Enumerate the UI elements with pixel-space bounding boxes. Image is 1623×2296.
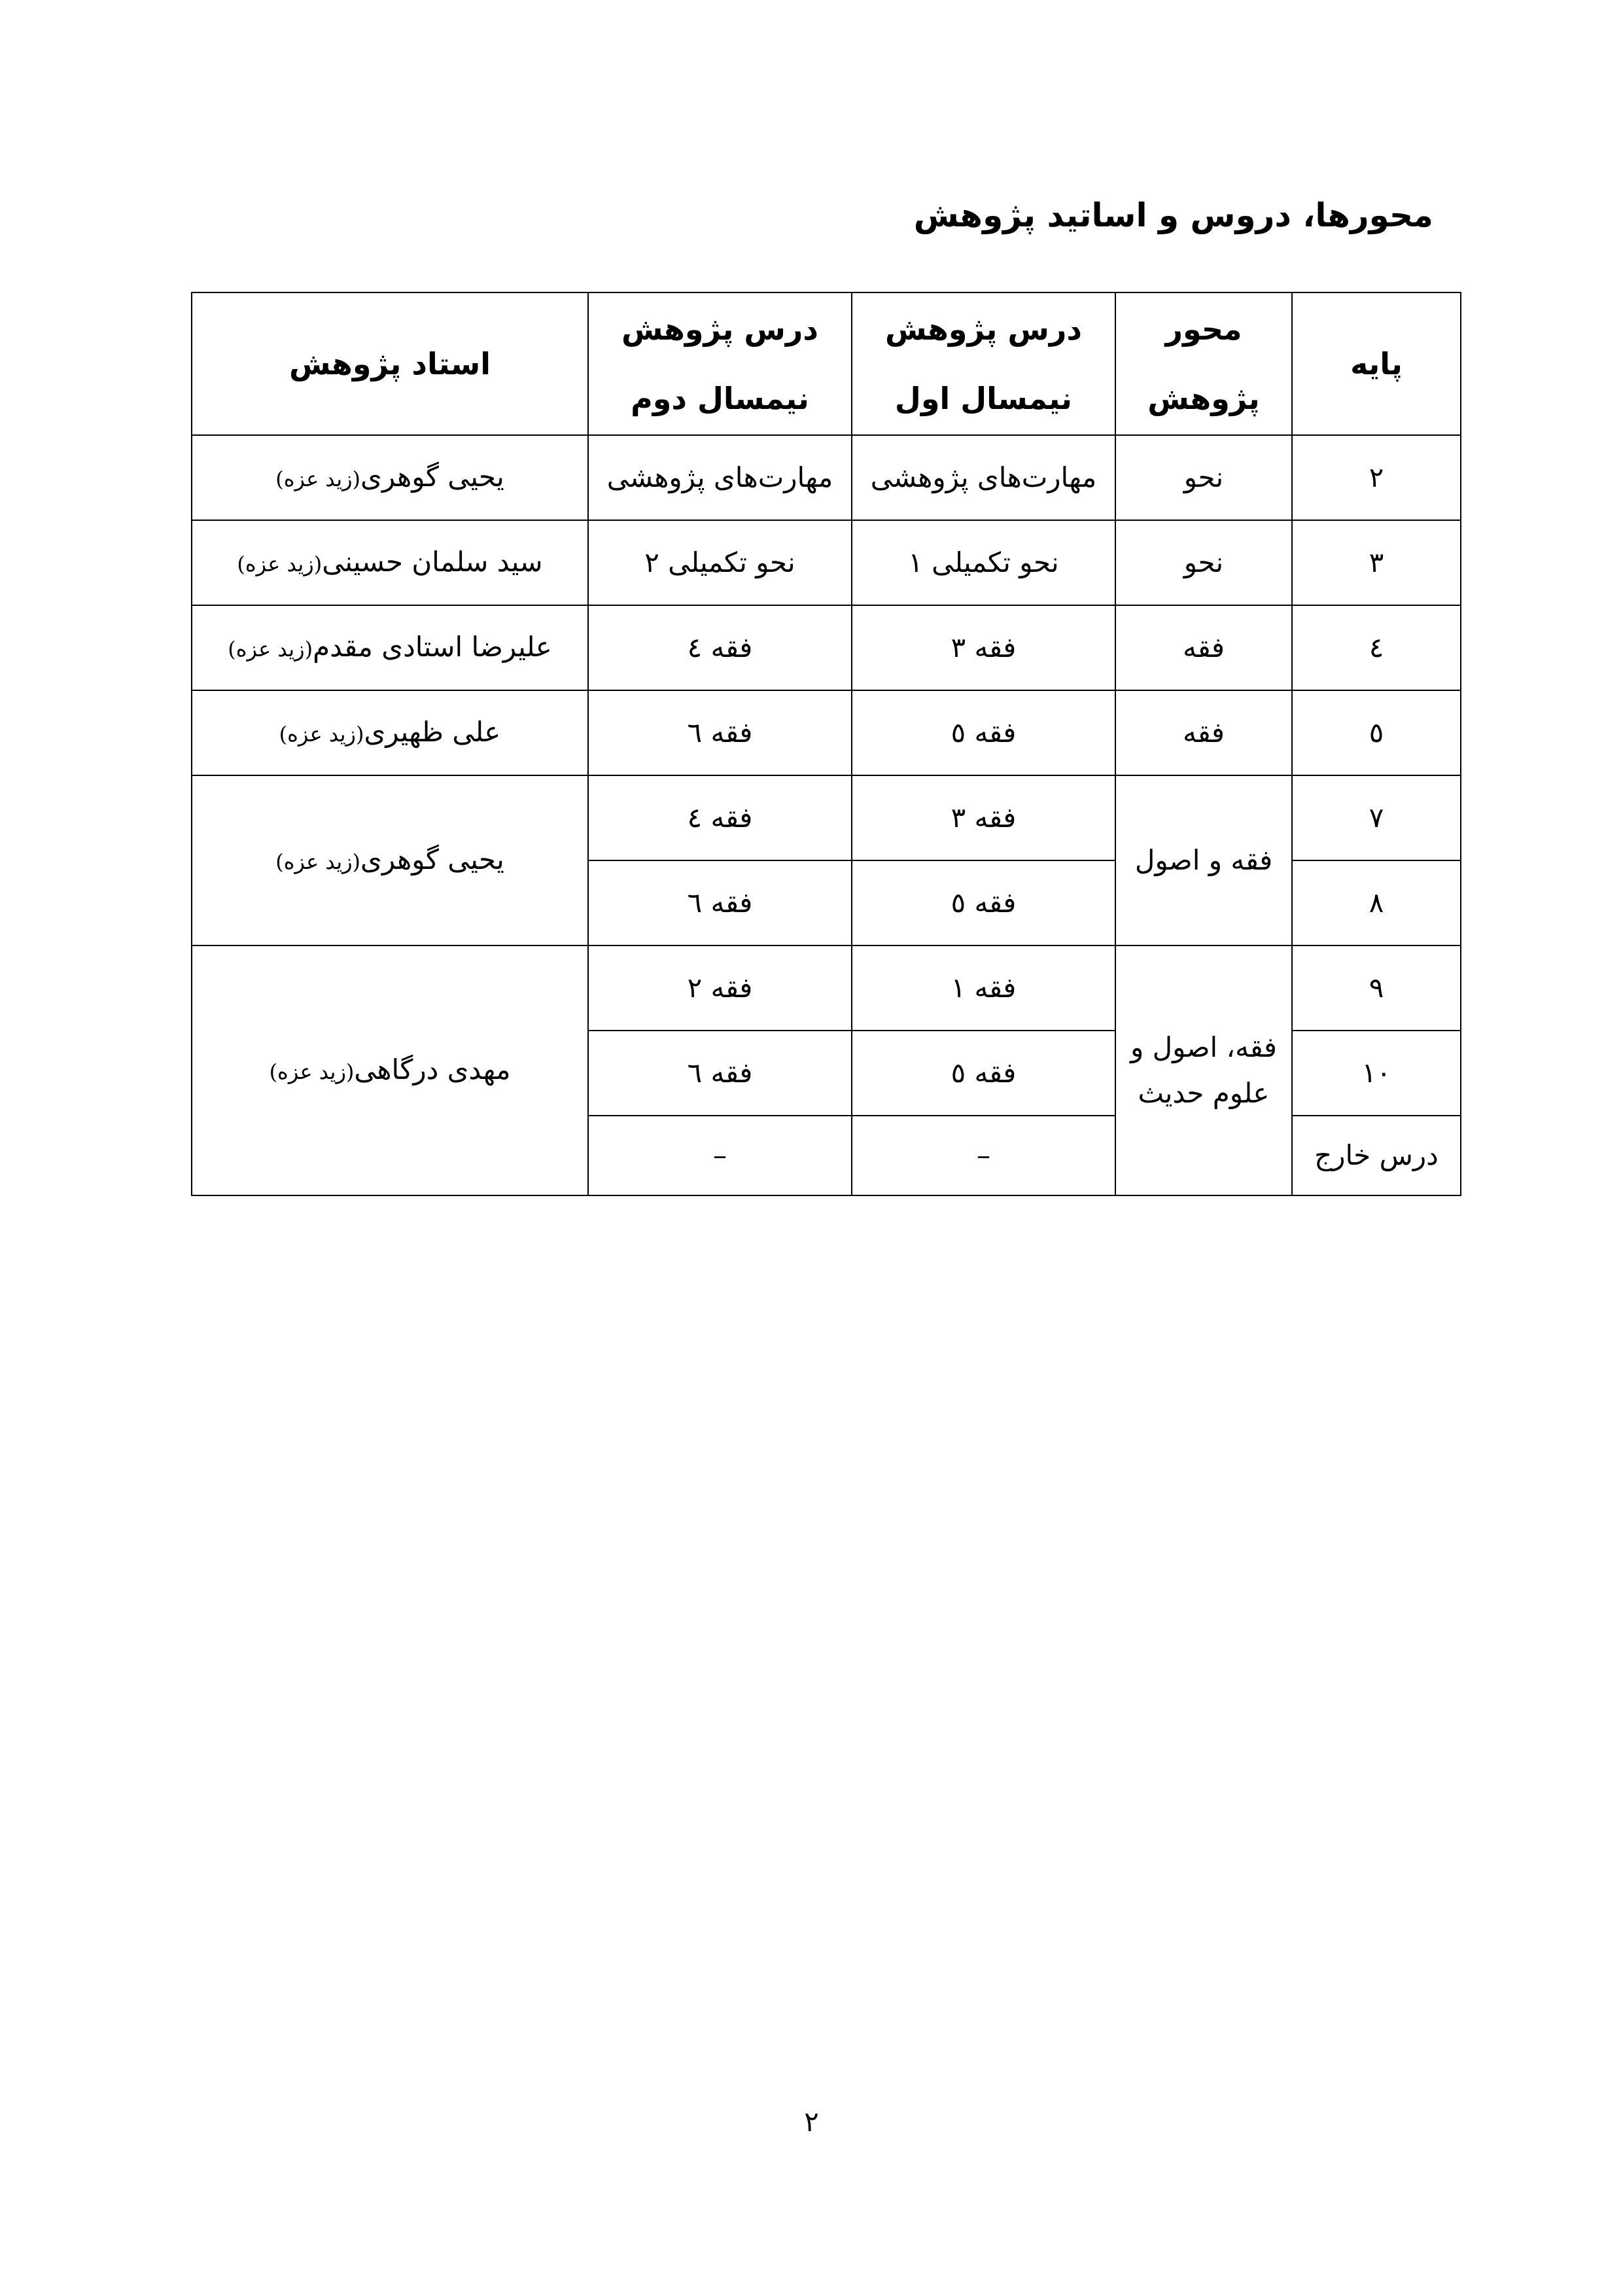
table-row <box>192 520 1461 605</box>
cell-base: ۹ <box>1292 945 1461 1031</box>
page-title: محورها، دروس و اساتید پژوهش <box>913 196 1433 234</box>
header-professor: استاد پژوهش <box>192 292 588 435</box>
header-semester-2: درس پژوهش نیمسال دوم <box>588 292 852 435</box>
table-row <box>192 945 1461 1031</box>
cell-base: ۷ <box>1292 775 1461 860</box>
cell-semester-2: فقه ٦ <box>588 860 852 945</box>
cell-base: ۲ <box>1292 435 1461 520</box>
cell-base: ۸ <box>1292 860 1461 945</box>
cell-professor: مهدی درگاهی(زید عزه) <box>192 945 588 1195</box>
table-header-row <box>192 292 1461 435</box>
cell-semester-2: نحو تکمیلی ۲ <box>588 520 852 605</box>
cell-axis: فقه <box>1115 605 1292 690</box>
page-number: ۲ <box>804 2106 819 2138</box>
cell-semester-2: فقه ٦ <box>588 690 852 775</box>
table-row <box>192 775 1461 860</box>
cell-axis: نحو <box>1115 520 1292 605</box>
honorific: (زید عزه) <box>275 466 361 491</box>
cell-semester-2: فقه ٤ <box>588 775 852 860</box>
cell-axis: فقه <box>1115 690 1292 775</box>
cell-semester-1: مهارت‌های پژوهشی <box>852 435 1115 520</box>
cell-semester-2: فقه ۲ <box>588 945 852 1031</box>
cell-semester-1: – <box>852 1116 1115 1195</box>
cell-semester-2: فقه ٤ <box>588 605 852 690</box>
table-row <box>192 605 1461 690</box>
cell-professor: علی ظهیری(زید عزه) <box>192 690 588 775</box>
honorific: (زید عزه) <box>237 551 323 576</box>
header-semester-1: درس پژوهش نیمسال اول <box>852 292 1115 435</box>
research-table <box>191 292 1461 1196</box>
cell-semester-2: مهارت‌های پژوهشی <box>588 435 852 520</box>
cell-base: درس خارج <box>1292 1116 1461 1195</box>
cell-professor: علیرضا استادی مقدم(زید عزه) <box>192 605 588 690</box>
cell-semester-1: فقه ٥ <box>852 690 1115 775</box>
cell-semester-1: نحو تکمیلی ۱ <box>852 520 1115 605</box>
cell-semester-2: – <box>588 1116 852 1195</box>
cell-semester-1: فقه ۳ <box>852 775 1115 860</box>
honorific: (زید عزه) <box>279 721 364 747</box>
cell-semester-1: فقه ۱ <box>852 945 1115 1031</box>
cell-axis: فقه و اصول <box>1115 775 1292 945</box>
honorific: (زید عزه) <box>228 636 313 662</box>
honorific: (زید عزه) <box>275 849 361 874</box>
cell-axis: فقه، اصول و علوم حدیث <box>1115 945 1292 1195</box>
cell-base: ٤ <box>1292 605 1461 690</box>
cell-axis: نحو <box>1115 435 1292 520</box>
table-row <box>192 690 1461 775</box>
header-axis: محور پژوهش <box>1115 292 1292 435</box>
cell-semester-1: فقه ٥ <box>852 1031 1115 1116</box>
cell-base: ۱۰ <box>1292 1031 1461 1116</box>
cell-base: ۳ <box>1292 520 1461 605</box>
cell-professor: سید سلمان حسینی(زید عزه) <box>192 520 588 605</box>
cell-semester-1: فقه ۳ <box>852 605 1115 690</box>
cell-semester-1: فقه ٥ <box>852 860 1115 945</box>
cell-professor: یحیی گوهری(زید عزه) <box>192 435 588 520</box>
table-row <box>192 435 1461 520</box>
cell-professor: یحیی گوهری(زید عزه) <box>192 775 588 945</box>
header-base: پایه <box>1292 292 1461 435</box>
cell-base: ٥ <box>1292 690 1461 775</box>
honorific: (زید عزه) <box>269 1059 355 1084</box>
cell-semester-2: فقه ٦ <box>588 1031 852 1116</box>
